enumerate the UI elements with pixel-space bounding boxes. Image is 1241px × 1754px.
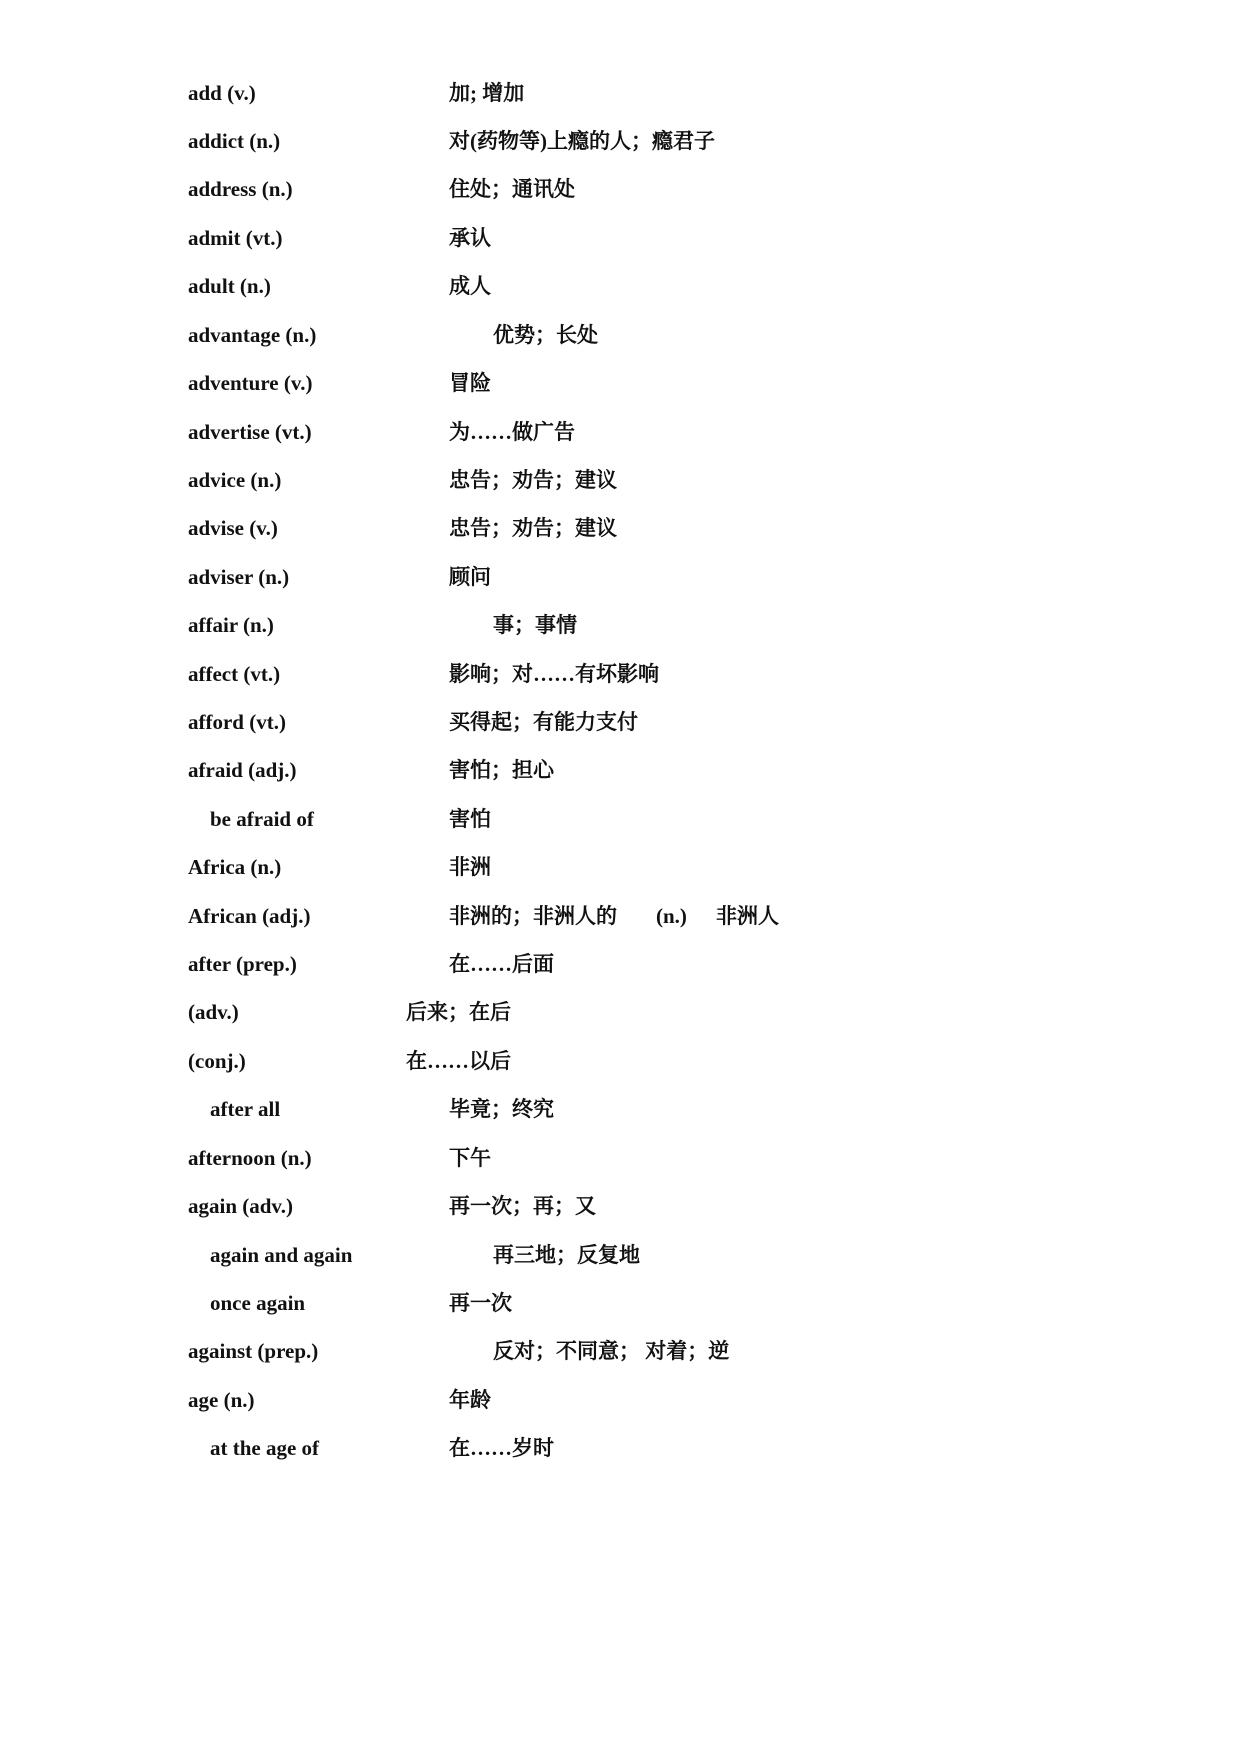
entry-row bbox=[0, 853, 1241, 893]
entry-gloss: 在……岁时 bbox=[449, 1436, 554, 1460]
entry-term: against (prep.) bbox=[188, 1339, 319, 1363]
entry-term: addict (n.) bbox=[188, 129, 281, 153]
entry-term: advertise (vt.) bbox=[188, 420, 312, 444]
entry-gloss: 年龄 bbox=[449, 1388, 491, 1412]
entry-row bbox=[0, 224, 1241, 264]
entry-row bbox=[0, 998, 1241, 1038]
entry-gloss: 害怕；担心 bbox=[449, 758, 554, 782]
entry-row bbox=[0, 1144, 1241, 1184]
entry-term: be afraid of bbox=[210, 807, 314, 831]
entry-gloss: 优势；长处 bbox=[493, 323, 598, 347]
entry-row bbox=[0, 1241, 1241, 1281]
entry-row bbox=[0, 79, 1241, 119]
entry-gloss: 再一次 bbox=[449, 1291, 512, 1315]
entry-term: afford (vt.) bbox=[188, 710, 286, 734]
entry-term: afternoon (n.) bbox=[188, 1146, 312, 1170]
entry-gloss: 忠告；劝告；建议 bbox=[449, 516, 617, 540]
entry-gloss: 在……以后 bbox=[406, 1049, 511, 1073]
entry-gloss: 对(药物等)上瘾的人；瘾君子 bbox=[449, 129, 715, 153]
entry-term: advise (v.) bbox=[188, 516, 278, 540]
entry-term: after (prep.) bbox=[188, 952, 297, 976]
entry-term: Africa (n.) bbox=[188, 855, 282, 879]
entry-term: again and again bbox=[210, 1243, 353, 1267]
entry-gloss: 冒险 bbox=[449, 371, 491, 395]
entry-term: afraid (adj.) bbox=[188, 758, 297, 782]
entry-gloss: 事；事情 bbox=[493, 613, 577, 637]
entry-row bbox=[0, 418, 1241, 458]
entry-term: affect (vt.) bbox=[188, 662, 281, 686]
entry-gloss: 非洲的；非洲人的 bbox=[449, 904, 617, 928]
entry-term: adventure (v.) bbox=[188, 371, 313, 395]
entry-row bbox=[0, 805, 1241, 845]
entry-row bbox=[0, 127, 1241, 167]
entry-row bbox=[0, 514, 1241, 554]
entry-gloss: 住处；通讯处 bbox=[449, 177, 575, 201]
entry-term: (adv.) bbox=[188, 1000, 239, 1024]
entry-term: advice (n.) bbox=[188, 468, 282, 492]
entry-term: at the age of bbox=[210, 1436, 320, 1460]
entry-gloss: 害怕 bbox=[449, 807, 491, 831]
entry-term: advantage (n.) bbox=[188, 323, 317, 347]
entry-term: adult (n.) bbox=[188, 274, 271, 298]
entry-term: affair (n.) bbox=[188, 613, 274, 637]
entry-row bbox=[0, 1047, 1241, 1087]
entry-gloss: 影响；对……有坏影响 bbox=[449, 662, 659, 686]
entry-row bbox=[0, 563, 1241, 603]
entry-term: adviser (n.) bbox=[188, 565, 290, 589]
entry-gloss: 反对；不同意； 对着；逆 bbox=[493, 1339, 730, 1363]
entry-gloss: 加; 增加 bbox=[449, 81, 525, 105]
entry-gloss: 为……做广告 bbox=[449, 420, 575, 444]
entry-gloss: 在……后面 bbox=[449, 952, 554, 976]
entry-gloss: 顾问 bbox=[449, 565, 491, 589]
entry-row bbox=[0, 321, 1241, 361]
entry-term: age (n.) bbox=[188, 1388, 255, 1412]
entry-gloss: 再三地；反复地 bbox=[493, 1243, 640, 1267]
entry-extra-gloss: 非洲人 bbox=[716, 904, 779, 928]
entry-row bbox=[0, 1192, 1241, 1232]
entry-term: admit (vt.) bbox=[188, 226, 283, 250]
entry-term: (conj.) bbox=[188, 1049, 246, 1073]
entry-row bbox=[0, 1386, 1241, 1426]
entry-gloss: 成人 bbox=[449, 274, 491, 298]
entry-row bbox=[0, 611, 1241, 651]
entry-gloss: 非洲 bbox=[449, 855, 491, 879]
entry-gloss: 承认 bbox=[449, 226, 491, 250]
entry-gloss: 后来；在后 bbox=[406, 1000, 511, 1024]
entry-term: again (adv.) bbox=[188, 1194, 294, 1218]
entry-term: after all bbox=[210, 1097, 281, 1121]
entry-row bbox=[0, 1289, 1241, 1329]
entry-row bbox=[0, 1337, 1241, 1377]
entry-gloss: 下午 bbox=[449, 1146, 491, 1170]
entry-term: address (n.) bbox=[188, 177, 293, 201]
entry-term: African (adj.) bbox=[188, 904, 311, 928]
entry-row bbox=[0, 902, 1241, 942]
entry-row bbox=[0, 466, 1241, 506]
entry-row bbox=[0, 175, 1241, 215]
entry-term: add (v.) bbox=[188, 81, 256, 105]
entry-extra-pos: (n.) bbox=[656, 904, 687, 928]
entry-row bbox=[0, 950, 1241, 990]
entry-row bbox=[0, 708, 1241, 748]
entry-row bbox=[0, 369, 1241, 409]
entry-gloss: 买得起；有能力支付 bbox=[449, 710, 638, 734]
entry-gloss: 毕竟；终究 bbox=[449, 1097, 554, 1121]
entry-term: once again bbox=[210, 1291, 306, 1315]
entry-row bbox=[0, 1095, 1241, 1135]
entry-row bbox=[0, 660, 1241, 700]
entry-row bbox=[0, 272, 1241, 312]
entry-row bbox=[0, 756, 1241, 796]
entry-row bbox=[0, 1434, 1241, 1474]
entry-gloss: 忠告；劝告；建议 bbox=[449, 468, 617, 492]
entry-gloss: 再一次；再；又 bbox=[449, 1194, 596, 1218]
